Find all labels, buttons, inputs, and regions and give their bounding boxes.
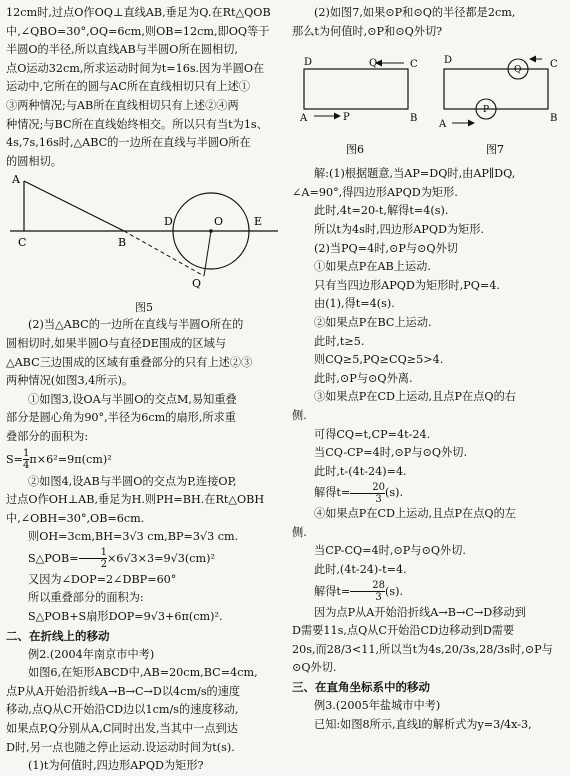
formula-text: 解得t=: [314, 486, 351, 500]
text-line: 20s,而28/3<11,所以当t为4s,20/3s,28/3s时,⊙P与: [292, 642, 553, 656]
line-ab: [24, 181, 124, 231]
text-line: 叠部分的面积为:: [6, 429, 89, 443]
text-line: 移动,点Q从C开始沿CD边以1cm/s的速度移动,: [6, 703, 239, 717]
figure-5-caption: 图5: [135, 301, 153, 315]
solution-t-28-3: [292, 580, 564, 604]
text-line: 解:(1)根据题意,当AP=DQ时,由AP∥DQ,: [314, 167, 516, 181]
text-line: 种情况;与BC所在直线始终相交。所以只有当t为1s、: [6, 117, 268, 131]
case1-paragraph: [6, 391, 282, 447]
fig6-label-p: P: [343, 112, 350, 124]
fig6-label-a: A: [300, 113, 308, 125]
fig5-label-b: B: [118, 236, 127, 250]
formula-angle: 又因为∠DOP=2∠DBP=60°: [28, 572, 177, 586]
case4-block: [292, 505, 564, 579]
fig7-label-q: Q: [514, 65, 522, 76]
fig7-label-c: C: [550, 59, 558, 71]
formula-text: ×6√3×3=9√3(cm)²: [106, 551, 215, 565]
denominator: 4: [23, 460, 30, 471]
example-3-title: 例3.(2005年盐城市中考): [314, 699, 441, 713]
text-line: 运动中,它所在的圆与AC所在直线相切只有上述①: [6, 80, 250, 94]
fig6-label-b: B: [410, 113, 418, 125]
text-line: (2)当PQ=4时,⊙P与⊙Q外切: [314, 241, 458, 255]
denominator: 3: [375, 493, 382, 505]
formula-sector-area: [6, 447, 282, 473]
right-column: [292, 4, 564, 734]
formula-text: (s).: [384, 584, 404, 598]
fig7-label-a: A: [439, 119, 447, 131]
case2-paragraph: [6, 473, 282, 529]
text-line: 部分是圆心角为90°,半径为6cm的扇形,所求重: [6, 411, 236, 425]
figures-6-7: [292, 41, 564, 161]
text-line: ①如果点P在AB上运动.: [314, 260, 431, 274]
fig7-rectangle: [444, 69, 548, 109]
text-line: 中,∠QBO=30°,OQ=6cm,则OB=12cm,即OQ等于: [6, 24, 270, 38]
text-line: 4s,7s,16s时,△ABC的一边所在直线与半圆O所在: [6, 136, 251, 150]
formula-text: (s).: [384, 486, 404, 500]
text-line: 由(1),得t=4(s).: [314, 297, 395, 311]
fig7-label-p: P: [483, 105, 490, 116]
text-line: 过点O作OH⊥AB,垂足为H.则PH=BH.在Rt△OBH: [6, 493, 265, 507]
text-line: 此时,t≥5.: [314, 334, 365, 348]
numerator: 1: [23, 448, 30, 459]
part2-paragraph: [6, 316, 282, 390]
point-o: [209, 230, 213, 234]
fig5-label-a: A: [12, 173, 20, 187]
example2-paragraph: [6, 664, 282, 757]
numerator: 20: [350, 482, 385, 494]
text-line: ②如果点P在BC上运动.: [314, 315, 432, 329]
formula-intro: 所以重叠部分的面积为:: [28, 591, 144, 605]
text-line: 那么t为何值时,⊙P和⊙Q外切?: [292, 24, 443, 38]
text-line: 此时,⊙P与⊙Q外离.: [314, 371, 413, 385]
text-line: 只有当四边形APQD为矩形时,PQ=4.: [314, 278, 500, 292]
fraction: [79, 547, 107, 570]
text-line: D需要11s,点Q从C开始沿CD边移动到D需要: [292, 624, 515, 638]
figure-7-caption: 图7: [486, 143, 504, 157]
fig5-label-o: O: [214, 215, 224, 229]
section-heading-2: 二、在折线上的移动: [6, 628, 110, 643]
numerator: 1: [79, 547, 107, 559]
formula-oh-bh: 则OH=3cm,BH=3√3 cm,BP=3√3 cm.: [28, 530, 239, 544]
formula-text: S△POB=: [28, 551, 79, 565]
fraction: [350, 482, 385, 505]
text-line: 如图6,在矩形ABCD中,AB=20cm,BC=4cm,: [28, 666, 258, 680]
text-line: 两种情况(如图3,4所示)。: [6, 374, 134, 388]
fig6-rectangle: [304, 69, 408, 109]
formula-total-area: S△POB+S扇形DOP=9√3+6π(cm)².: [28, 610, 223, 624]
text-line: ⊙Q外切.: [292, 661, 337, 675]
text-line: ④如果点P在CD上运动,且点P在点Q的左: [314, 507, 516, 521]
text-line: 则CQ≥5,PQ≥CQ≥5>4.: [314, 353, 444, 367]
line-bq-dashed: [124, 231, 204, 276]
text-line: 12cm时,过点O作OQ⊥直线AB,垂足为Q.在Rt△QOB: [6, 6, 271, 19]
fig5-label-d: D: [164, 215, 173, 229]
solution-t-20-3: [292, 481, 564, 505]
text-line: ③两种情况;与AB所在直线相切只有上述②④两: [6, 98, 239, 112]
text-line: 因为点P从A开始沿折线A→B→C→D移动到: [314, 605, 526, 619]
text-line: ②如图4,设AB与半圆O的交点为P,连接OP,: [28, 474, 237, 488]
fraction: [350, 580, 385, 603]
question-1: (1)t为何值时,四边形APQD为矩形?: [28, 759, 204, 773]
conclusion-block: [292, 604, 564, 678]
fig5-label-q: Q: [192, 277, 202, 291]
figure-6-caption: 图6: [346, 143, 364, 157]
fig5-label-e: E: [254, 215, 263, 229]
formula-text: 解得t=: [314, 584, 351, 598]
figure-5: [6, 171, 282, 296]
text-line: 此时,4t=20-t,解得t=4(s).: [314, 204, 449, 218]
text-line: 当CQ-CP=4时,⊙P与⊙Q外切.: [314, 446, 467, 460]
fig5-label-c: C: [18, 236, 27, 250]
fig6-label-d: D: [304, 57, 313, 69]
text-line: ①如图3,设OA与半圆O的交点M,易知重叠: [28, 392, 237, 406]
text-line: 点P从A开始沿折线A→B→C→D以4cm/s的速度: [6, 684, 241, 698]
section-heading-3: 三、在直角坐标系中的移动: [292, 680, 430, 695]
fig6-label-c: C: [410, 59, 418, 71]
text-line: △ABC三边围成的区域有重叠部分的只有上述②③: [6, 355, 253, 369]
text-line: ∠A=90°,得四边形APQD为矩形.: [292, 185, 458, 199]
text-line: (2)如图7,如果⊙P和⊙Q的半径都是2cm,: [314, 6, 516, 19]
text-line: 侧.: [292, 525, 307, 539]
intro-paragraph: [6, 4, 282, 171]
example-3-text: 已知:如图8所示,直线l的解析式为y=3/4x-3,: [314, 717, 532, 731]
text-line: ③如果点P在CD上运动,且点P在点Q的右: [314, 390, 516, 404]
text-line: 所以t为4s时,四边形APQD为矩形.: [314, 222, 485, 236]
solution-block: [292, 165, 564, 481]
formula-text: π×6²=9π(cm)²: [29, 452, 112, 466]
text-line: D时,另一点也随之停止运动.设运动时间为t(s).: [6, 740, 235, 754]
text-line: 半圆O的半径,所以直线AB与半圆O所在圆相切,: [6, 43, 238, 57]
formula-text: S=: [6, 452, 24, 466]
text-line: 此时,(4t-24)-t=4.: [314, 563, 407, 577]
text-line: 可得CQ=t,CP=4t-24.: [314, 427, 431, 441]
text-line: 侧.: [292, 408, 307, 422]
denominator: 2: [100, 559, 107, 571]
text-line: 的圆相切。: [6, 154, 62, 168]
text-line: 当CP-CQ=4时,⊙P与⊙Q外切.: [314, 544, 466, 558]
left-column: [6, 4, 282, 776]
example-2-title: 例2.(2004年南京市中考): [28, 647, 155, 661]
fig7-label-b: B: [550, 113, 558, 125]
text-line: (2)当△ABC的一边所在直线与半圆O所在的: [28, 318, 244, 332]
fig6-label-q: Q: [369, 58, 378, 70]
text-line: 点O运动32cm,所求运动时间为t=16s.因为半圆O在: [6, 61, 265, 75]
text-line: 中,∠OBH=30°,OB=6cm.: [6, 511, 145, 525]
text-line: 如果点P,Q分别从A,C同时出发,当其中一点到达: [6, 722, 238, 736]
fig7-label-d: D: [444, 55, 453, 67]
text-line: 此时,t-(4t-24)=4.: [314, 464, 407, 478]
formula-triangle-area: [6, 547, 282, 571]
numerator: 28: [350, 580, 385, 592]
text-line: 圆相切时,如果半圆O与直径DE围成的区域与: [6, 336, 227, 350]
denominator: 3: [375, 592, 382, 604]
